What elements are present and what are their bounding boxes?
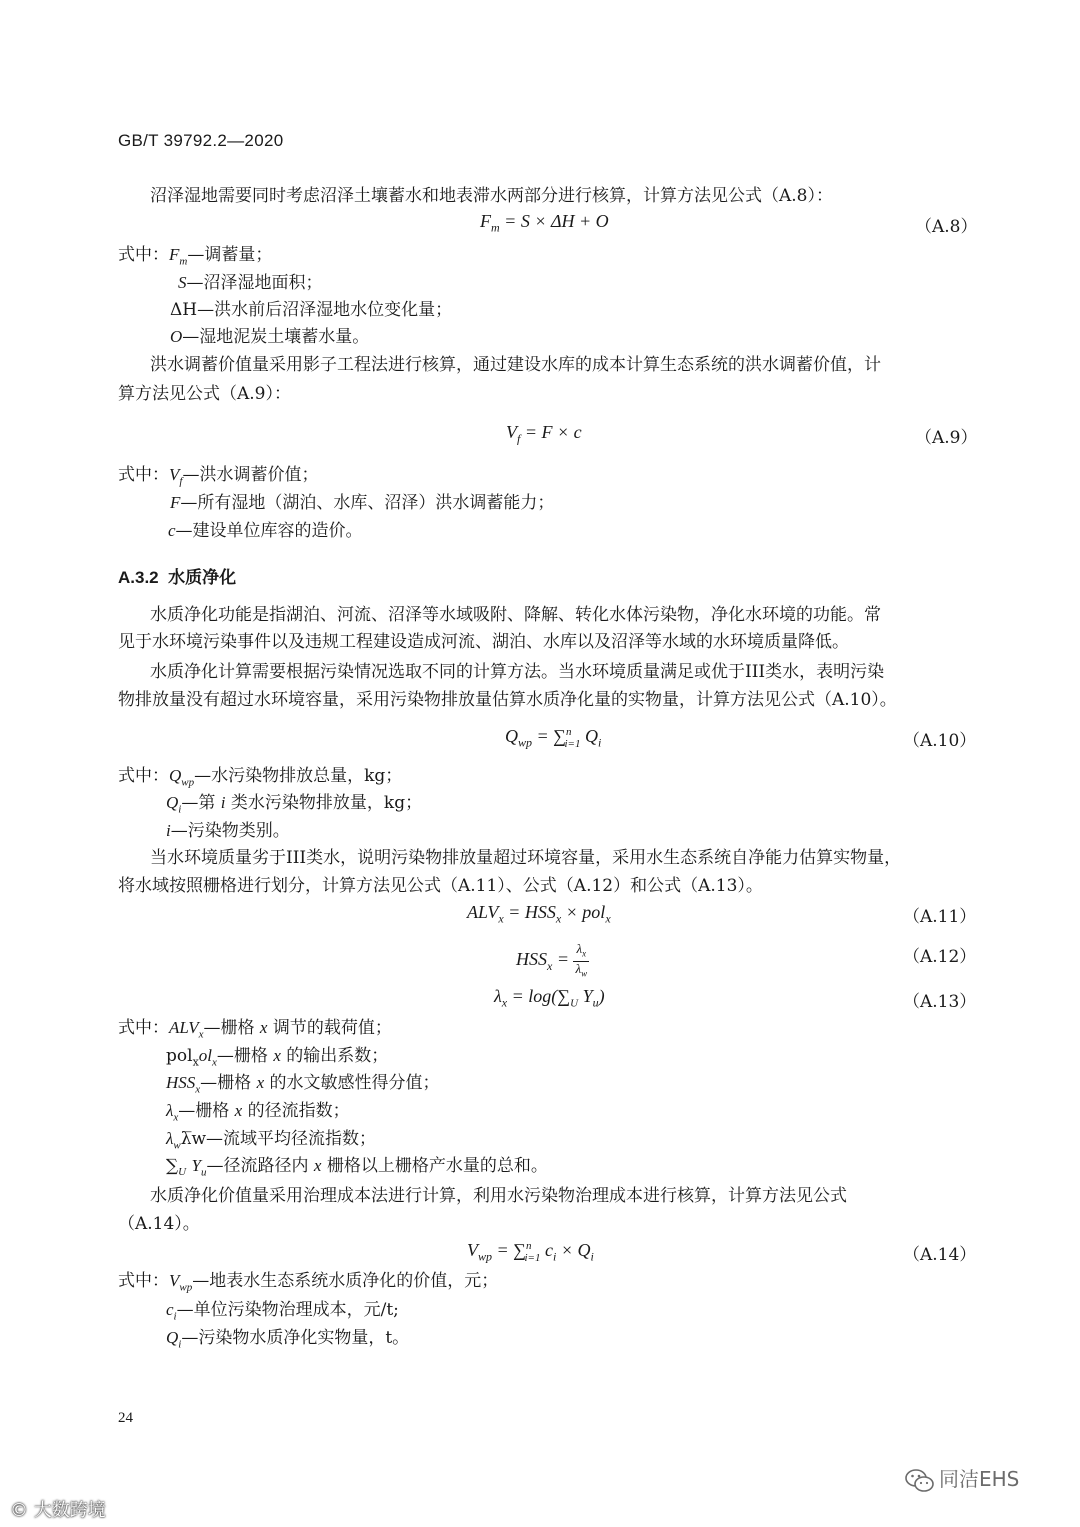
- paragraph-a10-line2: 物排放量没有超过水环境容量，采用污染物排放量估算水质净化量的实物量，计算方法见公式（A.10）。: [118, 690, 897, 710]
- paragraph-a9-line2: 算方法见公式（A.9）：: [118, 384, 291, 404]
- where-label-a10: 式中：$Q_{wp}—$水污染物排放总量，kg；: [118, 766, 403, 789]
- where-label-a13: 式中：$ALV_x—$栅格 x 调节的载荷值；: [118, 1018, 392, 1041]
- equation-number-a8: （A.8）: [915, 217, 978, 237]
- where-label: 式中：$F_m—$调蓄量；: [118, 245, 273, 268]
- def-c: c—建设单位库容的造价。: [168, 521, 363, 541]
- equation-a10: $Q_{wp} = \sum^n_{i=1}$ $Q_i$: [505, 726, 602, 750]
- equation-number-a10: （A.10）: [903, 731, 977, 751]
- where-label-a9: 式中：$V_f—$洪水调蓄价值；: [118, 465, 319, 488]
- paragraph-a11-line1: 当水环境质量劣于III类水，说明污染物排放量超过环境容量，采用水生态系统自净能力估算实物量，: [150, 848, 902, 868]
- paragraph-water-purification-1: 水质净化功能是指湖泊、河流、沼泽等水域吸附、降解、转化水体污染物，净化水环境的功能。常: [150, 605, 881, 625]
- def-sum-yu: $\sum_U$ $Y_u—$径流路径内 x 栅格以上栅格产水量的总和。: [166, 1156, 548, 1179]
- equation-number-a13: （A.13）: [903, 992, 977, 1012]
- where-label-a14: 式中：$V_{wp}—$地表水生态系统水质净化的价值，元；: [118, 1271, 499, 1294]
- def-ci: $c_i—$单位污染物治理成本，元/t;: [166, 1300, 399, 1323]
- paragraph-a9-line1: 洪水调蓄价值量采用影子工程法进行核算，通过建设水库的成本计算生态系统的洪水调蓄价值，计: [150, 355, 881, 375]
- def-lambda-x: $\lambda_x—$栅格 x 的径流指数；: [166, 1101, 350, 1124]
- section-heading: A.3.2 水质净化: [118, 568, 237, 587]
- def-qi: $Q_i—$第 i 类水污染物排放量，kg；: [166, 793, 423, 816]
- equation-a11: $ALV_x = HSS_x \times pol_x$: [467, 902, 611, 926]
- def-pol: $pol_xol_x—$栅格 x 的输出系数；: [166, 1046, 389, 1069]
- def-s: S—沼泽湿地面积；: [178, 273, 323, 293]
- def-qi-a14: $Q_i—$污染物水质净化实物量，t。: [166, 1328, 410, 1351]
- equation-number-a9: （A.9）: [915, 428, 978, 448]
- page-number: 24: [118, 1410, 133, 1426]
- watermark-brand: 同洁EHS: [905, 1463, 1019, 1494]
- equation-number-a11: （A.11）: [903, 907, 977, 927]
- watermark-source: © 大数跨境: [10, 1500, 106, 1521]
- equation-number-a12: （A.12）: [903, 947, 977, 967]
- paragraph-a11-line2: 将水域按照栅格进行划分，计算方法见公式（A.11）、公式（A.12）和公式（A.13）。: [118, 876, 763, 896]
- def-hss: $HSS_x—$栅格 x 的水文敏感性得分值；: [166, 1073, 440, 1096]
- paragraph-a10-line1: 水质净化计算需要根据污染情况选取不同的计算方法。当水环境质量满足或优于III类水，表明污染: [150, 662, 885, 682]
- equation-a13: $\lambda_x = \log(\sum_U$ $Y_u$): [494, 986, 605, 1010]
- equation-a14: $V_{wp} = \sum^n_{i=1}$ $c_i \times Q_i$: [467, 1240, 594, 1264]
- paragraph-a8-intro: 沼泽湿地需要同时考虑沼泽土壤蓄水和地表滞水两部分进行核算，计算方法见公式（A.8）：: [150, 186, 833, 206]
- def-o: O—湿地泥炭土壤蓄水量。: [170, 327, 370, 347]
- equation-a12: $HSS_x$ = $\frac{\lambda_x}{\lambda_w}$: [516, 941, 588, 979]
- paragraph-water-purification-2: 见于水环境污染事件以及违规工程建设造成河流、湖泊、水库以及沼泽等水域的水环境质量降低。: [118, 632, 849, 652]
- standard-code: GB/T 39792.2—2020: [118, 131, 284, 150]
- equation-a9: $V_f = F \times c$: [506, 422, 582, 446]
- def-i: i—污染物类别。: [166, 821, 290, 841]
- def-dh: ΔH—洪水前后沼泽湿地水位变化量；: [170, 300, 453, 320]
- paragraph-a14-line1: 水质净化价值量采用治理成本法进行计算，利用水污染物治理成本进行核算，计算方法见公式: [150, 1186, 847, 1206]
- equation-a8: $F_m = S \times \Delta H + O$: [480, 211, 609, 235]
- def-f: F—所有湿地（湖泊、水库、沼泽）洪水调蓄能力；: [170, 493, 555, 513]
- wechat-icon: [905, 1468, 935, 1494]
- def-lambda-w: $\lambda_w\lambda̅w—$流域平均径流指数；: [166, 1129, 377, 1152]
- equation-number-a14: （A.14）: [903, 1245, 977, 1265]
- paragraph-a14-line2: （A.14）。: [118, 1214, 200, 1234]
